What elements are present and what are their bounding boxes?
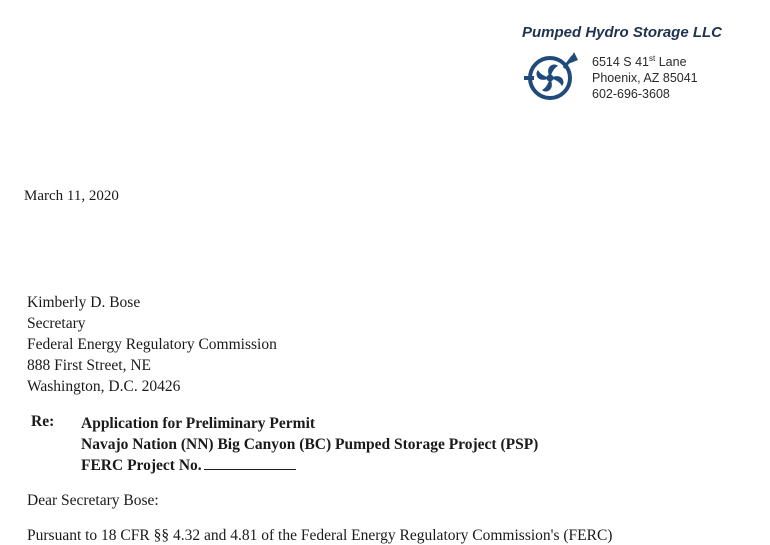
recipient-organization: Federal Energy Regulatory Commission [27, 336, 277, 353]
recipient-title: Secretary [27, 315, 86, 332]
recipient-city: Washington, D.C. 20426 [27, 378, 181, 395]
body-paragraph: Pursuant to 18 CFR §§ 4.32 and 4.81 of the Federal Energy Regulatory Commission's (FERC) [27, 527, 613, 544]
subject-line-1: Application for Preliminary Permit [81, 415, 316, 432]
recipient-name: Kimberly D. Bose [27, 294, 141, 311]
address-line-1: 6514 S 41st Lane [592, 53, 687, 69]
subject-line-2: Navajo Nation (NN) Big Canyon (BC) Pumped Storage Project (PSP) [81, 436, 539, 453]
phone-number: 602-696-3608 [592, 87, 670, 101]
subject-line-3: FERC Project No. [81, 455, 538, 476]
letter-date: March 11, 2020 [24, 188, 119, 204]
turbine-logo-icon [524, 50, 580, 102]
recipient-street: 888 First Street, NE [27, 357, 151, 374]
letterhead-address [592, 54, 698, 102]
recipient-block [27, 292, 277, 397]
re-label: Re: [31, 413, 55, 430]
salutation: Dear Secretary Bose: [27, 492, 159, 509]
company-name: Pumped Hydro Storage LLC [522, 24, 723, 41]
project-number-blank [204, 455, 296, 470]
subject-block [81, 413, 538, 476]
address-line-2: Phoenix, AZ 85041 [592, 71, 698, 85]
